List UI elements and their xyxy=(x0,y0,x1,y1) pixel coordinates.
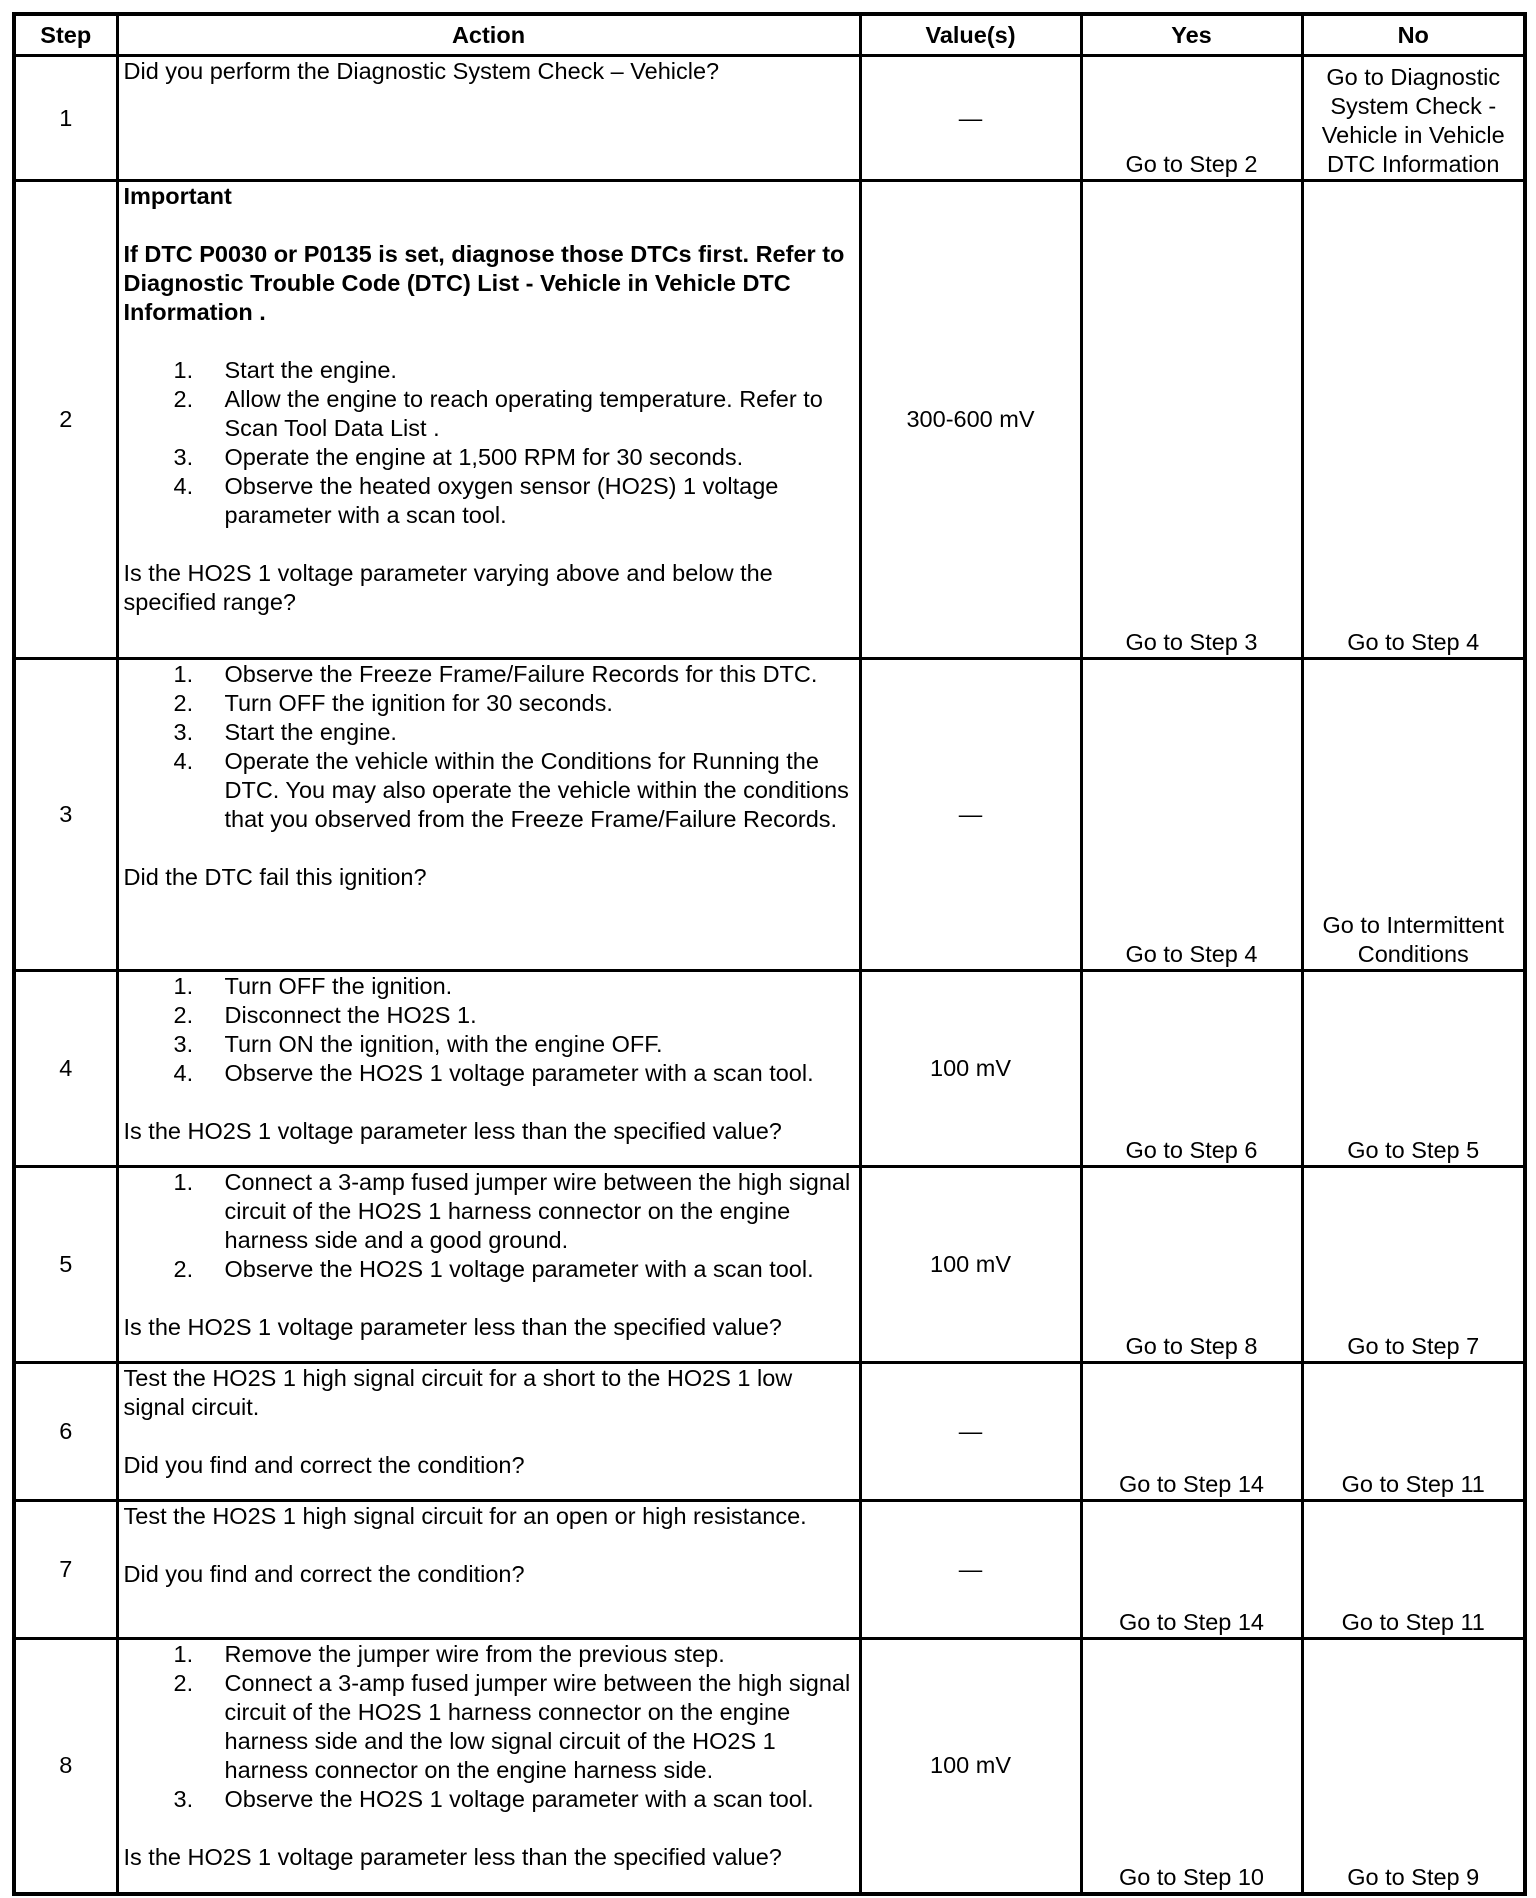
action-cell xyxy=(117,971,860,1167)
value-cell: — xyxy=(860,1363,1081,1501)
list-item: 3. Start the engine. xyxy=(173,719,397,745)
list-item-text: Remove the jumper wire from the previous step. xyxy=(224,1641,725,1667)
action-question: Is the HO2S 1 voltage parameter less than the specified value? xyxy=(123,1844,782,1870)
value-cell: — xyxy=(860,56,1081,181)
value-cell: — xyxy=(860,1501,1081,1639)
action-cell xyxy=(117,181,860,659)
step-list xyxy=(124,1640,854,1814)
action-question: Is the HO2S 1 voltage parameter less than the specified value? xyxy=(123,1118,782,1144)
yes-link[interactable]: Go to Step 3 xyxy=(1081,181,1302,659)
table-row xyxy=(14,1639,1525,1894)
step-number: 7 xyxy=(14,1501,117,1639)
yes-link[interactable]: Go to Step 6 xyxy=(1081,971,1302,1167)
list-item: 2. Connect a 3-amp fused jumper wire between the high signal circuit of the HO2S 1 harness connector on the engine harness side and the low signal circuit of the HO2S 1 harness connector on the engine harness side. xyxy=(173,1670,851,1783)
list-item: 1. Connect a 3-amp fused jumper wire between the high signal circuit of the HO2S 1 harness connector on the engine harness side and a good ground. xyxy=(173,1169,851,1253)
header-action: Action xyxy=(117,14,860,56)
action-text: Test the HO2S 1 high signal circuit for an open or high resistance. xyxy=(123,1503,807,1529)
table-row xyxy=(14,971,1525,1167)
header-no: No xyxy=(1302,14,1525,56)
step-list xyxy=(124,1168,854,1284)
list-item-text: Observe the HO2S 1 voltage parameter with a scan tool. xyxy=(224,1060,814,1086)
yes-link[interactable]: Go to Step 8 xyxy=(1081,1167,1302,1363)
step-number: 8 xyxy=(14,1639,117,1894)
step-number: 5 xyxy=(14,1167,117,1363)
step-list xyxy=(124,660,854,834)
action-cell xyxy=(117,1167,860,1363)
value-cell: 100 mV xyxy=(860,1639,1081,1894)
action-question: Did the DTC fail this ignition? xyxy=(123,864,427,890)
list-item: 4. Operate the vehicle within the Conditions for Running the DTC. You may also operate the vehicle within the conditions that you observed from the Freeze Frame/Failure Records. xyxy=(173,748,849,832)
list-item-text: Start the engine. xyxy=(224,719,397,745)
action-cell xyxy=(117,1639,860,1894)
list-item-text: Observe the HO2S 1 voltage parameter with a scan tool. xyxy=(224,1786,814,1812)
header-row xyxy=(14,14,1525,56)
yes-link[interactable]: Go to Step 14 xyxy=(1081,1363,1302,1501)
action-question: Is the HO2S 1 voltage parameter less than the specified value? xyxy=(123,1314,782,1340)
table-row xyxy=(14,1363,1525,1501)
list-item: 2. Disconnect the HO2S 1. xyxy=(173,1002,477,1028)
important-note: If DTC P0030 or P0135 is set, diagnose those DTCs first. Refer to Diagnostic Trouble Code (DTC) List - Vehicle in Vehicle DTC Information . xyxy=(123,241,845,325)
list-item-text: Allow the engine to reach operating temperature. Refer to Scan Tool Data List . xyxy=(224,386,823,441)
step-number: 4 xyxy=(14,971,117,1167)
list-item: 1. Start the engine. xyxy=(173,357,397,383)
list-item: 3. Observe the HO2S 1 voltage parameter with a scan tool. xyxy=(173,1786,814,1812)
yes-link[interactable]: Go to Step 4 xyxy=(1081,659,1302,971)
step-number: 6 xyxy=(14,1363,117,1501)
list-item: 4. Observe the HO2S 1 voltage parameter with a scan tool. xyxy=(173,1060,814,1086)
value-cell: 100 mV xyxy=(860,1167,1081,1363)
value-cell: 100 mV xyxy=(860,971,1081,1167)
list-item: 4. Observe the heated oxygen sensor (HO2S) 1 voltage parameter with a scan tool. xyxy=(173,473,779,528)
list-item: 1. Turn OFF the ignition. xyxy=(173,973,453,999)
action-question: Did you find and correct the condition? xyxy=(123,1561,525,1587)
list-item: 2. Allow the engine to reach operating temperature. Refer to Scan Tool Data List . xyxy=(173,386,823,441)
list-item-text: Observe the heated oxygen sensor (HO2S) 1 voltage parameter with a scan tool. xyxy=(224,473,779,528)
step-list xyxy=(124,972,854,1088)
action-question: Is the HO2S 1 voltage parameter varying above and below the specified range? xyxy=(123,560,773,615)
action-cell xyxy=(117,56,860,181)
list-item: 3. Operate the engine at 1,500 RPM for 30 seconds. xyxy=(173,444,744,470)
table-row xyxy=(14,1501,1525,1639)
list-item-text: Turn OFF the ignition for 30 seconds. xyxy=(224,690,613,716)
header-yes: Yes xyxy=(1081,14,1302,56)
diagnostic-table xyxy=(12,12,1527,1896)
list-item: 2. Observe the HO2S 1 voltage parameter with a scan tool. xyxy=(173,1256,814,1282)
table-row xyxy=(14,181,1525,659)
list-item-text: Operate the vehicle within the Conditions for Running the DTC. You may also operate the vehicle within the conditions that you observed from the Freeze Frame/Failure Records. xyxy=(224,748,849,832)
list-item-text: Turn ON the ignition, with the engine OFF. xyxy=(224,1031,663,1057)
important-label: Important xyxy=(123,183,232,209)
yes-link[interactable]: Go to Step 14 xyxy=(1081,1501,1302,1639)
action-cell xyxy=(117,659,860,971)
header-step: Step xyxy=(14,14,117,56)
header-values: Value(s) xyxy=(860,14,1081,56)
step-list xyxy=(124,356,854,530)
list-item-text: Observe the Freeze Frame/Failure Records for this DTC. xyxy=(224,661,818,687)
list-item-text: Turn OFF the ignition. xyxy=(224,973,453,999)
list-item-text: Disconnect the HO2S 1. xyxy=(224,1002,477,1028)
action-cell xyxy=(117,1501,860,1639)
list-item: 2. Turn OFF the ignition for 30 seconds. xyxy=(173,690,613,716)
action-cell xyxy=(117,1363,860,1501)
list-item: 3. Turn ON the ignition, with the engine OFF. xyxy=(173,1031,663,1057)
list-item-text: Operate the engine at 1,500 RPM for 30 seconds. xyxy=(224,444,744,470)
step-number: 3 xyxy=(14,659,117,971)
list-item-text: Connect a 3-amp fused jumper wire between the high signal circuit of the HO2S 1 harness connector on the engine harness side and the low signal circuit of the HO2S 1 harness connector on the engine harness side. xyxy=(224,1670,851,1783)
list-item: 1. Observe the Freeze Frame/Failure Records for this DTC. xyxy=(173,661,818,687)
list-item: 1. Remove the jumper wire from the previous step. xyxy=(173,1641,725,1667)
value-cell: — xyxy=(860,659,1081,971)
step-number: 1 xyxy=(14,56,117,181)
table-row xyxy=(14,1167,1525,1363)
no-link[interactable]: Go to Diagnostic System Check - Vehicle in Vehicle DTC Information xyxy=(1302,56,1525,181)
step-number: 2 xyxy=(14,181,117,659)
no-link[interactable]: Go to Step 11 xyxy=(1302,1501,1525,1639)
list-item-text: Observe the HO2S 1 voltage parameter with a scan tool. xyxy=(224,1256,814,1282)
action-question: Did you find and correct the condition? xyxy=(123,1452,525,1478)
action-question: Did you perform the Diagnostic System Check – Vehicle? xyxy=(123,58,720,84)
action-text: Test the HO2S 1 high signal circuit for a short to the HO2S 1 low signal circuit. xyxy=(123,1365,793,1420)
value-cell: 300-600 mV xyxy=(860,181,1081,659)
yes-link[interactable]: Go to Step 10 xyxy=(1081,1639,1302,1894)
no-link[interactable]: Go to Step 5 xyxy=(1302,971,1525,1167)
no-link[interactable]: Go to Intermittent Conditions xyxy=(1302,659,1525,971)
yes-link[interactable]: Go to Step 2 xyxy=(1081,56,1302,181)
no-link[interactable]: Go to Step 9 xyxy=(1302,1639,1525,1894)
table-row xyxy=(14,659,1525,971)
no-link[interactable]: Go to Step 11 xyxy=(1302,1363,1525,1501)
list-item-text: Start the engine. xyxy=(224,357,397,383)
no-link[interactable]: Go to Step 4 xyxy=(1302,181,1525,659)
table-row xyxy=(14,56,1525,181)
list-item-text: Connect a 3-amp fused jumper wire between the high signal circuit of the HO2S 1 harness connector on the engine harness side and a good ground. xyxy=(224,1169,851,1253)
no-link[interactable]: Go to Step 7 xyxy=(1302,1167,1525,1363)
